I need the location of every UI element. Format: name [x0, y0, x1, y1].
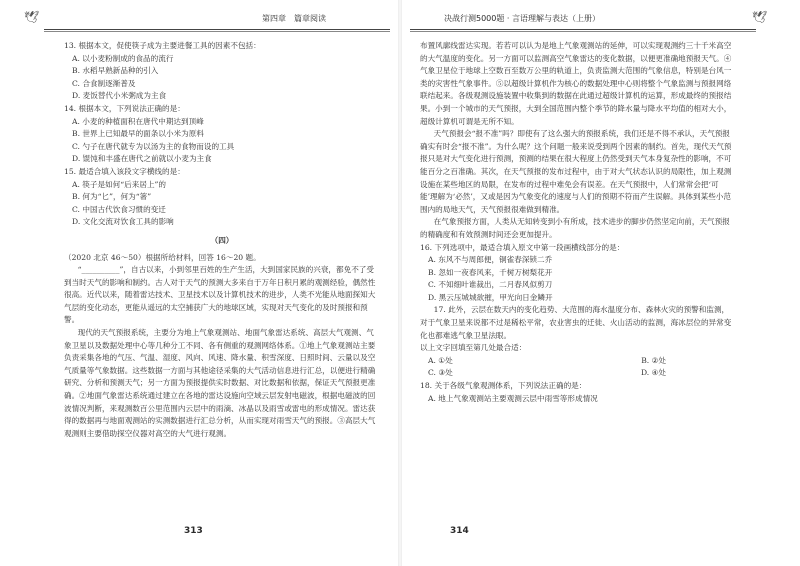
- left-header-rule: [44, 29, 390, 30]
- q16-option-d: D. 黑云压城城欲摧，甲光向日金鳞开: [428, 292, 553, 302]
- passage-paragraph-4: 在气象预报方面，人类从无知转变到小有所成，技术进步的脚步仍然坚定向前，天气预报的精确度和有效预测时间还会更加提升。: [420, 217, 730, 239]
- right-header-rule-thin: [410, 31, 756, 32]
- passage-paragraph-2: 现代的天气预报系统，主要分为地上气象观测站、地面气象雷达系统、高层大气观测、气象卫星以及数据处理中心等几种分工不同、各有侧重的观测网络体系。①地上气象观测站主要负责采集各地的气压、气温、湿度、风向、风速、降水量、积雪深度、日照时间、云量以及空气质量等气象数据。这些数据一方面与其他途径采集的大气活动信息进行汇总，以便进行精确研究、分析和预测天气；另一方面为预报提供实时数据、对比数据和依据，保证天气预报更准确。②地面气象雷达系统通过建立在各地的雷达设施向空域云层发射电磁波，根据电磁波的回波情况判断，来观测数百公里范围内云层中的雨滴、冰晶以及雨雪或雷电的形成情况。雷达获得的数据再与地面观测站的实测数据进行汇总分析，从而实现对雨雪天气的预报。③高层大气观测则主要借助探空仪器对高空的大气进行观测。: [64, 328, 376, 438]
- passage-paragraph-1: “__________”，自古以来，小到邻里百姓的生产生活，大到国家民族的兴衰，都免不了受到当时天气的影响和制约。古人对于天气的预测大多来自于万年日积月累的观测经验，偶然性很高。近代以来，随着雷达技术、卫星技术以及计算机技术的进步，人类不光能从地面探知大气层的变化动态，更能从遥远的太空捕获广大的地球区域，实现对天气变化的及时预报和预警。: [64, 265, 376, 325]
- q15-option-a: A. 筷子是如何“后来居上”的: [72, 179, 167, 189]
- q17-paragraph: 17. 此外，云层在数天内的变化趋势、大范围的海水温度分布、森林火灾的预警和监测，对于气象卫星来说都不过是稀松平常，农业害虫的迁徙、火山活动的监测，海冰层位的异常变化也都难逃气象卫星法眼。: [420, 305, 732, 340]
- q17-options-row-2: [420, 367, 736, 380]
- q17-option-b: B. ②处: [641, 355, 666, 365]
- right-page-header: 决战行测5000题 · 言语理解与表达（上册）: [444, 14, 600, 23]
- q14-stem: 14. 根据本文，下列说法正确的是：: [64, 103, 185, 113]
- right-header-rule: [410, 29, 756, 30]
- q17-option-a: A. ①处: [428, 355, 453, 365]
- q17-options-row-1: [420, 355, 736, 368]
- q13-option-a: A. 以小麦粉制成的食品的流行: [72, 53, 174, 63]
- passage-continuation: 布置风廓线雷达实现。若若可以认为是地上气象观测站的延伸，可以实现观测约三十千米高空的大气温度的变化。另一方面可以监测高空气象雷达的变化数据，以便更准确地预报天气。④气象卫星位于地球上空数百至数万公里的轨道上，负责监测大范围的气象信息，特别是台风一类的灾害性气象事件。⑤以超级计算机作为核心的数据处理中心则将整个气象监测与预报网络联结起来。各级观测设施装置中收集到的数据在此通过超级计算机的运算，形成最终的预报结果。小到一个城市的天气预报，大到全国范围内整个季节的降水量与降水平均值的相对大小，超级计算机可谓是无所不知。: [420, 41, 732, 126]
- q14-option-c: C. 勺子在唐代就专为以汤为主的食物而设的工具: [72, 141, 235, 151]
- q16-option-c: C. 不知细叶谁裁出，二月春风似剪刀: [428, 280, 553, 290]
- section-title: （四）: [210, 235, 234, 245]
- left-header-rule-thin: [44, 31, 390, 32]
- q13-stem: 13. 根据本文，促使筷子成为主要进餐工具的因素不包括：: [64, 41, 261, 50]
- q14-option-a: A. 小麦的种植面积在唐代中期达到顶峰: [72, 116, 204, 126]
- q15-option-c: C. 中国古代饮食习惯的变迁: [72, 204, 166, 214]
- q15-stem: 15. 最适合填入该段文字横线的是：: [64, 166, 185, 176]
- q14-option-d: D. 馄饨和丰盛在唐代之前就以小麦为主食: [72, 154, 212, 164]
- q18-option-a: A. 地上气象观测站主要观测云层中雨雪等形成情况: [428, 393, 598, 403]
- left-page-header: 第四章 篇章阅读: [262, 14, 326, 23]
- q16-option-a: A. 东风不与周郎便，铜雀春深锁二乔: [428, 255, 553, 265]
- passage-paragraph-3: 天气预报会“报不准”吗？即使有了这么强大的预报系统，我们还是不得不承认，天气预报确实有时会“报不准”。为什么呢？这个问题一般来说受到两个因素的制约。首先，现代天气预报只是对大气变化进行预测，预测的结果在很大程度上仍然受到天气本身复杂性的影响，不可能百分之百准确。其次，在天气预报的发布过程中，由于对大气状态认识的局限性，加上观测设施在某些地区的局限，在发布的过程中难免会有误差。在天气预报中，人们常常会把‘可能’理解为‘必然’，又或是因为气象变化的速度与人们的预期不符而产生误解。具体到某些小范围内的局地天气，天气预报很难做到精准。: [420, 129, 732, 214]
- right-page-content: [420, 40, 736, 405]
- q13-option-c: C. 合食制逐渐普及: [72, 78, 136, 88]
- q17-option-d: D. ④处: [640, 368, 666, 378]
- q13-option-d: D. 麦饭替代小米粥成为主食: [72, 91, 167, 101]
- q15-option-b: B. 何为“匕”，何为“箸”: [72, 192, 152, 202]
- q17-stem: 以上文字回填至第几处最合适：: [420, 343, 527, 353]
- q18-stem: 18. 关于各级气象观测体系，下列说法正确的是：: [420, 381, 587, 391]
- q16-option-b: B. 忽如一夜春风来，千树万树梨花开: [428, 267, 553, 277]
- bird-logo-icon: 🕊: [24, 10, 40, 24]
- q17-option-c: C. ③处: [428, 368, 453, 378]
- q14-option-b: B. 世界上已知最早的面条以小米为原料: [72, 129, 204, 139]
- q15-option-d: D. 文化交流对饮食工具的影响: [72, 217, 174, 227]
- bird-logo-icon: 🕊: [752, 10, 768, 24]
- q13-option-b: B. 水稻早熟新品种的引入: [72, 66, 159, 76]
- right-page-number: 314: [450, 526, 469, 536]
- left-page-number: 313: [184, 526, 203, 536]
- q16-stem: 16. 下列选项中，最适合填入原文中第一段画横线部分的是：: [420, 242, 625, 252]
- left-page-content: [64, 40, 380, 440]
- source-note: （2020 北京 46～50）根据所给材料，回答 16～20 题。: [64, 252, 261, 262]
- right-page: [400, 0, 800, 566]
